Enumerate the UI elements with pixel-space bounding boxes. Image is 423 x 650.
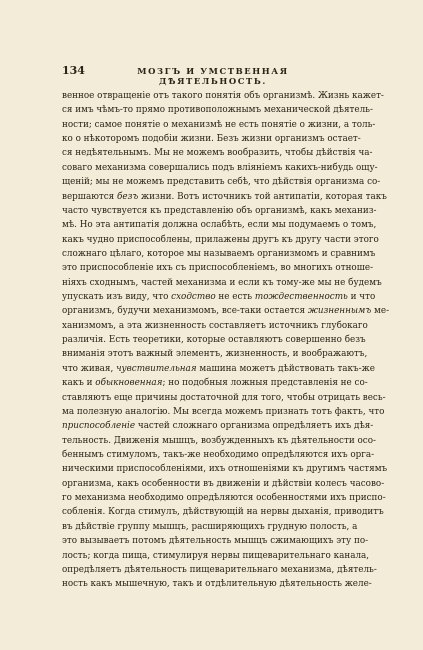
italic-emphasis: безъ [117, 191, 139, 202]
text-line: приспособленіе частей сложнаго организма опредѣляетъ ихъ дѣя- [62, 421, 374, 432]
italic-emphasis: обыкновенная [95, 378, 163, 389]
text-line: го механизма необходимо опредѣляются особенностями ихъ приспо- [62, 493, 386, 504]
italic-emphasis: тождественность [254, 292, 348, 303]
text-line: ханизмомъ, а эта жизненность составляетъ источникъ глубокаго [62, 320, 368, 331]
text-line: это вызываетъ потомъ дѣятельность мышцъ сжимающихъ эту по- [62, 536, 369, 547]
italic-emphasis: сходство [171, 292, 216, 303]
text-line: упускать изъ виду, что сходство не есть тождественность и что [62, 292, 376, 303]
text-line: вершаются безъ жизни. Вотъ источникъ той антипатіи, которая такъ [62, 191, 387, 202]
text-line: различія. Есть теоретики, которые оставляютъ совершенно безъ [62, 335, 366, 346]
text-line: тельность. Движенія мышцъ, возбужденныхъ къ дѣятельности осо- [62, 435, 376, 446]
text-line: ность какъ мышечную, такъ и отдѣлительную дѣятельность желе- [62, 579, 372, 590]
text-line: лость; когда пища, стимулируя нервы пищеварительнаго канала, [62, 550, 370, 561]
italic-emphasis: чувствительная [116, 363, 197, 374]
text-line: какъ и обыкновенная; но подобныя ложныя представленія не со- [62, 378, 368, 389]
page-number: 134 [62, 64, 85, 77]
running-title: МОЗГЪ И УМСТВЕННАЯ ДѢЯТЕЛЬНОСТЬ. [137, 66, 289, 86]
text-line: ма полезную аналогію. Мы всегда можемъ признать тотъ фактъ, что [62, 406, 385, 417]
text-line: ніяхъ сходнымъ, частей механизма и если къ тому-же мы не будемъ [62, 277, 382, 288]
text-line: ставляютъ еще причины достаточной для того, чтобы отрицать весь- [62, 392, 386, 403]
text-line: часто чувствуется къ представленію объ организмѣ, какъ механиз- [62, 205, 377, 216]
text-line: вниманія этотъ важный элементъ, жизненность, и воображаютъ, [62, 349, 368, 360]
text-line: венное отвращеніе отъ такого понятія объ организмѣ. Жизнь кажет- [62, 91, 384, 101]
text-line: ко о нѣкоторомъ подобіи жизни. Безъ жизни организмъ остает- [62, 134, 361, 145]
body-text [62, 89, 390, 592]
text-line: въ дѣйствіе группу мышцъ, расширяющихъ грудную полость, а [62, 521, 358, 532]
text-line: ся имъ чѣмъ-то прямо противоположнымъ механической дѣятель- [62, 105, 373, 116]
text-line: беннымъ стимуломъ, такъ-же необходимо опредѣляются ихъ орга- [62, 449, 375, 460]
text-line: что живая, чувствительная машина можетъ дѣйствовать такъ-же [62, 363, 375, 374]
text-line: это приспособленіе ихъ съ приспособленіемъ, во многихъ отноше- [62, 263, 374, 274]
text-line: ся недѣятельнымъ. Мы не можемъ вообразить, чтобы дѣйствія ча- [62, 148, 373, 159]
text-line: организмъ, будучи механизмомъ, все-таки остается жизненнымъ ме- [62, 306, 390, 317]
text-line: соваго механизма совершались подъ вліяніемъ какихъ-нибудь ощу- [62, 162, 378, 173]
text-line: ническими приспособленіями, ихъ отношеніями къ другимъ частямъ [62, 464, 388, 475]
text-line: мѣ. Но эта антипатія должна ослабѣть, если мы подумаемъ о томъ, [62, 220, 377, 231]
text-line: опредѣляетъ дѣятельность пищеварительнаго механизма, дѣятель- [62, 564, 377, 575]
text-line: какъ чудно приспособлены, прилажены другъ къ другу части этого [62, 234, 379, 245]
italic-emphasis: приспособленіе [62, 421, 136, 432]
text-line: сложнаго цѣлаго, которое мы называемъ организмомъ и сравнимъ [62, 248, 376, 259]
page-header [62, 64, 341, 86]
text-line: ности; самое понятіе о механизмѣ не есть понятіе о жизни, а толь- [62, 119, 376, 130]
text-line: щеній; мы не можемъ представить себѣ, что дѣйствія организма со- [62, 177, 381, 188]
text-line: организма, какъ особенности въ движеніи и дѣйствіи колесъ часово- [62, 478, 385, 489]
italic-emphasis: жизненнымъ [307, 306, 372, 317]
text-line: собленія. Когда стимулъ, дѣйствующій на нервы дыханія, приводитъ [62, 507, 384, 518]
